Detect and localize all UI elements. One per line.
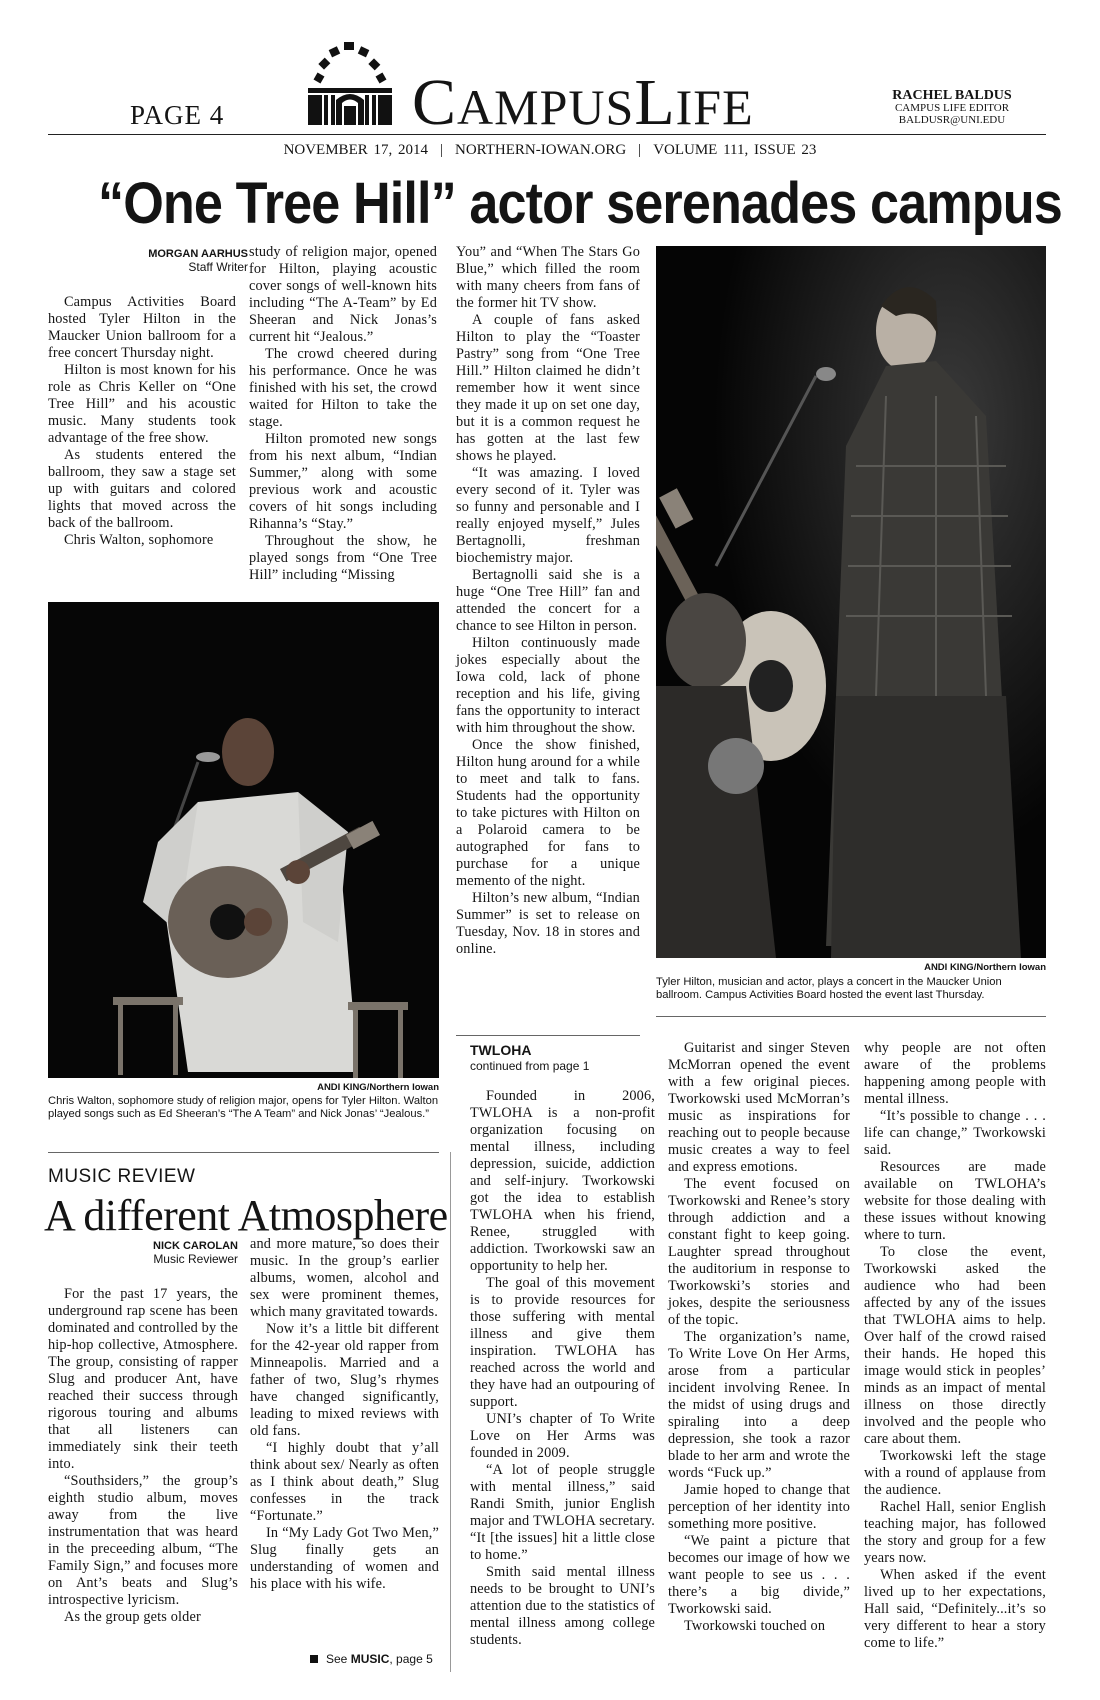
photo-caption-left: Chris Walton, sophomore study of religion major, opens for Tyler Hilton. Walton played songs such as Ed Sheeran’s “The A Team” and Nick Jonas’ “Jealous.” bbox=[48, 1095, 439, 1121]
see-music-jump[interactable]: See MUSIC, page 5 bbox=[310, 1652, 433, 1666]
paragraph: Tworkowski left the stage with a round of applause from the audience. bbox=[864, 1448, 1046, 1498]
music-review-headline: A different Atmosphere bbox=[44, 1191, 448, 1240]
divider bbox=[656, 1016, 1046, 1017]
tyler-hilton-photo-art bbox=[656, 246, 1046, 958]
lead-byline: MORGAN AARHUS Staff Writer bbox=[148, 248, 248, 274]
paragraph: To close the event, Tworkowski asked the audience who had been affected by any of the issues that TWLOHA aims to help. Over half of the crowd raised their hands. He hoped this image would stick in peoples’ minds as an impact of mental illness on those directly involved and the people who care about them. bbox=[864, 1244, 1046, 1447]
music-review-byline: NICK CAROLAN Music Reviewer bbox=[153, 1240, 238, 1266]
paragraph: Bertagnolli said she is a huge “One Tree Hill” fan and attended the concert for a chance to see Hilton in person. bbox=[456, 567, 640, 634]
paragraph: The event focused on Tworkowski and Renee’s story through addiction and a constant fight to keep going. Laughter spread throughout the auditorium in response to Tworkowski’s stories and jokes, despite the seriousness of the topic. bbox=[668, 1176, 850, 1328]
issue-date: NOVEMBER 17, 2014 bbox=[283, 142, 428, 158]
paragraph: As students entered the ballroom, they saw a stage set up with guitars and colored lights that moved across the back of the ballroom. bbox=[48, 447, 236, 531]
paragraph: Once the show finished, Hilton hung around for a while to meet and talk to fans. Students had the opportunity to take pictures with Hilton on a Polaroid camera to be autographed for fans to purchase for a unique memento of the night. bbox=[456, 737, 640, 889]
music-col-1 bbox=[48, 1286, 238, 1626]
paragraph: Founded in 2006, TWLOHA is a non-profit organization focusing on mental illness, including depression, suicide, addiction and self-injury. Tworkowski got the idea to establish TWLOHA when his friend, Renee, struggled with addiction. Tworkowski saw an opportunity to help her. bbox=[470, 1088, 655, 1274]
paragraph: Throughout the show, he played songs from “One Tree Hill” including “Missing bbox=[249, 533, 437, 583]
paragraph: Hilton promoted new songs from his next album, “Indian Summer,” along with some previous work and acoustic covers of hit songs including Rihanna’s “Stay.” bbox=[249, 431, 437, 532]
paragraph: study of religion major, opened for Hilton, playing acoustic cover songs of well-known hits including “The A-Team” by Ed Sheeran and Nick Jonas’s current hit “Jealous.” bbox=[249, 244, 437, 345]
editor-info bbox=[862, 88, 1042, 127]
photo-chris-walton bbox=[48, 602, 439, 1078]
paragraph: “It’s possible to change . . . life can change,” Tworkowski said. bbox=[864, 1108, 1046, 1158]
paragraph: Jamie hoped to change that perception of her identity into something more positive. bbox=[668, 1482, 850, 1532]
website-link[interactable]: NORTHERN-IOWAN.ORG bbox=[455, 142, 627, 158]
paragraph: “Southsiders,” the group’s eighth studio album, moves away from the live instrumentation that was heard in the preceeding album, “The Family Sign,” and focuses more on Ant’s beats and Slug’s introspective lyricism. bbox=[48, 1473, 238, 1608]
paragraph: why people are not often aware of the problems happening among people with mental illness. bbox=[864, 1040, 1046, 1107]
paragraph: and more mature, so does their music. In the group’s earlier albums, women, alcohol and sex were prominent themes, which many gravitated towards. bbox=[250, 1236, 439, 1320]
divider bbox=[456, 1035, 640, 1036]
lead-headline: “One Tree Hill” actor serenades campus bbox=[98, 171, 1062, 236]
paragraph: Resources are made available on TWLOHA’s website for those dealing with these issues without knowing where to turn. bbox=[864, 1159, 1046, 1243]
twloha-head bbox=[470, 1042, 589, 1073]
paragraph: Hilton continuously made jokes especially about the Iowa cold, lack of phone reception and his life, giving fans the opportunity to interact with him throughout the show. bbox=[456, 635, 640, 736]
paragraph: A couple of fans asked Hilton to play the “Toaster Pastry” song from “One Tree Hill.” Hilton claimed he didn’t remember how it went since they made it up on set one day, but it is a common request he has gotten at the last few shows he played. bbox=[456, 312, 640, 464]
column-rule bbox=[450, 1152, 451, 1672]
paragraph: Now it’s a little bit different for the 42-year old rapper from Minneapolis. Married and a father of two, Slug’s rhymes have changed significantly, leading to mixed reviews with old fans. bbox=[250, 1321, 439, 1439]
paragraph: “We paint a picture that becomes our image of how we want people to see us . . . there’s a big divide,” Tworkowski said. bbox=[668, 1533, 850, 1617]
volume-issue: VOLUME 111, ISSUE 23 bbox=[653, 142, 817, 158]
music-col-2 bbox=[250, 1236, 439, 1593]
paragraph: When asked if the event lived up to her expectations, Hall said, “Definitely...it’s so very different to hear a story come to life.” bbox=[864, 1567, 1046, 1651]
photo-tyler-hilton bbox=[656, 246, 1046, 958]
photo-credit-right: ANDI KING/Northern Iowan bbox=[924, 962, 1046, 973]
music-review-kicker: MUSIC REVIEW bbox=[48, 1166, 196, 1187]
paragraph: For the past 17 years, the underground rap scene has been dominated and controlled by the hip-hop collective, Atmosphere. The group, consisting of rapper Slug and producer Ant, have reached their success through rigorous touring and albums that all listeners can immediately sink their teeth into. bbox=[48, 1286, 238, 1472]
masthead-rule bbox=[48, 134, 1046, 135]
paragraph: Tworkowski touched on bbox=[684, 1618, 826, 1634]
paragraph: The crowd cheered during his performance. Once he was finished with his set, the crowd waited for Hilton to take the stage. bbox=[249, 346, 437, 430]
paragraph: Guitarist and singer Steven McMorran opened the event with a few original pieces. Tworkowski used McMorran’s music as inspirations for reaching out to people because music creates a way to feel and express emotions. bbox=[668, 1040, 850, 1175]
twloha-continued: continued from page 1 bbox=[470, 1058, 590, 1073]
paragraph: Hilton’s new album, “Indian Summer” is set to release on Tuesday, Nov. 18 in stores and online. bbox=[456, 890, 640, 957]
editor-email: BALDUSR@UNI.EDU bbox=[898, 113, 1006, 126]
editor-title: CAMPUS LIFE EDITOR bbox=[894, 102, 1010, 115]
twloha-title: TWLOHA bbox=[470, 1042, 532, 1058]
paragraph: Hilton is most known for his role as Chris Keller on “One Tree Hill” and his acoustic music. Many students took advantage of the free show. bbox=[48, 362, 236, 446]
paragraph: In “My Lady Got Two Men,” Slug finally gets an understanding of women and his place with his wife. bbox=[250, 1525, 439, 1592]
chris-walton-photo-art bbox=[48, 602, 439, 1078]
paragraph: As the group gets older bbox=[64, 1609, 201, 1625]
paragraph: Smith said mental illness needs to be brought to UNI’s attention due to the statistics of mental illness among college students. bbox=[470, 1564, 655, 1648]
paragraph: Chris Walton, sophomore bbox=[64, 532, 214, 548]
paragraph: The organization’s name, To Write Love On Her Arms, arose from a particular incident involving Renee. In the midst of using drugs and spiraling into a deep depression, she took a razor blade to her arm and wrote the words “Fuck up.” bbox=[668, 1329, 850, 1481]
paragraph: Campus Activities Board hosted Tyler Hilton in the Maucker Union ballroom for a free concert Thursday night. bbox=[48, 294, 236, 361]
section-title: CAMPUSLIFE bbox=[412, 66, 754, 139]
uni-logo bbox=[300, 40, 400, 130]
paragraph: Rachel Hall, senior English teaching major, has followed the story and group for a few years now. bbox=[864, 1499, 1046, 1566]
paragraph: “A lot of people struggle with mental illness,” said Randi Smith, junior English major and TWLOHA secretary. “It [the issues] hit a little close to home.” bbox=[470, 1462, 655, 1563]
paragraph: You” and “When The Stars Go Blue,” which filled the room with many cheers from fans of the former hit TV show. bbox=[456, 244, 640, 311]
paragraph: “I highly doubt that y’all think about sex/ Nearly as often as I think about death,” Slug confesses in the track “Fortunate.” bbox=[250, 1440, 439, 1524]
lead-col-1 bbox=[48, 294, 236, 549]
photo-credit-left: ANDI KING/Northern Iowan bbox=[317, 1082, 439, 1093]
paragraph: The goal of this movement is to provide resources for those suffering with mental illness and give them inspiration. TWLOHA has reached across the world and they have had an outpouring of support. bbox=[470, 1275, 655, 1410]
dateline: NOVEMBER 17, 2014 | NORTHERN-IOWAN.ORG | VOLUME 111, ISSUE 23 bbox=[283, 142, 817, 158]
page-number: PAGE 4 bbox=[130, 100, 225, 130]
divider bbox=[48, 1152, 439, 1153]
photo-caption-right: Tyler Hilton, musician and actor, plays a concert in the Maucker Union ballroom. Campus Activities Board hosted the event last Thursday. bbox=[656, 976, 1002, 1002]
twloha-col-1 bbox=[470, 1088, 655, 1649]
twloha-col-2 bbox=[668, 1040, 850, 1635]
lead-col-2 bbox=[249, 244, 437, 584]
paragraph: UNI’s chapter of To Write Love on Her Arms was founded in 2009. bbox=[470, 1411, 655, 1461]
twloha-col-3 bbox=[864, 1040, 1046, 1652]
editor-name: RACHEL BALDUS bbox=[892, 88, 1012, 103]
bullet-square-icon bbox=[310, 1655, 318, 1663]
paragraph: “It was amazing. I loved every second of it. Tyler was so funny and personable and I really enjoyed myself,” Jules Bertagnolli, freshman biochemistry major. bbox=[456, 465, 640, 566]
lead-col-3 bbox=[456, 244, 640, 958]
